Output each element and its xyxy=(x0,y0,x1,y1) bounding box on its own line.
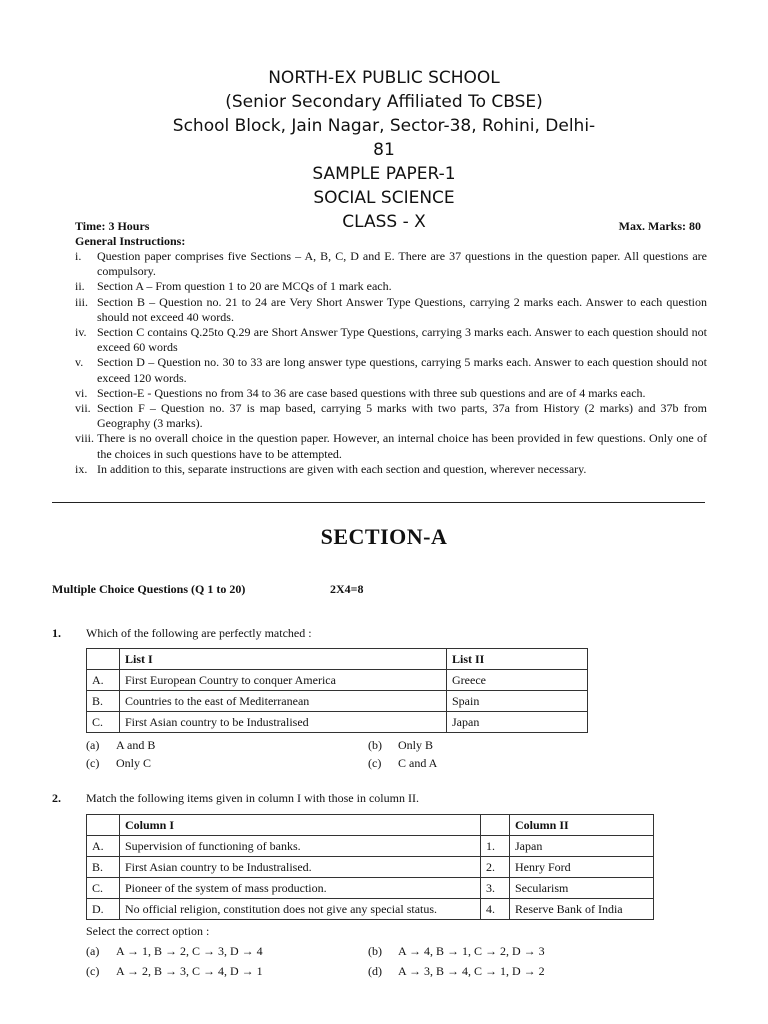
instruction-text: Section C contains Q.25to Q.29 are Short Answer Type Questions, carrying 3 marks each. Answer to each question should not exceed 60 words xyxy=(97,325,707,355)
table-cell: Reserve Bank of India xyxy=(510,899,654,920)
table-header-cell: Column II xyxy=(510,815,654,836)
time-label: Time: 3 Hours xyxy=(75,219,150,233)
instruction-text: Section D – Question no. 30 to 33 are long answer type questions, carrying 5 marks each. Answer to each question should not exceed 120 words. xyxy=(97,355,707,385)
instruction-item xyxy=(75,431,707,461)
instruction-text: There is no overall choice in the question paper. However, an internal choice has been provided in few questions. Only one of the choices in such questions have to be attempted. xyxy=(97,431,707,461)
instruction-number: ii. xyxy=(75,279,85,294)
table-cell: Pioneer of the system of mass production. xyxy=(120,878,481,899)
option-text: A and B xyxy=(116,738,156,752)
table-cell: Countries to the east of Mediterranean xyxy=(120,691,447,712)
table-header-cell: List II xyxy=(447,649,588,670)
instruction-number: vi. xyxy=(75,385,88,400)
instruction-item xyxy=(75,295,707,325)
option-label: (c) xyxy=(86,964,100,978)
mcq-heading: Multiple Choice Questions (Q 1 to 20) xyxy=(52,582,246,596)
option-text: Only C xyxy=(116,756,152,770)
max-marks-label: Max. Marks: 80 xyxy=(618,219,701,233)
table-row xyxy=(87,712,588,733)
table-cell: Greece xyxy=(447,670,588,691)
table-header-cell: Column I xyxy=(120,815,481,836)
table-header-row xyxy=(87,649,588,670)
general-instructions-title: General Instructions: xyxy=(75,234,186,248)
option-d[interactable] xyxy=(368,756,437,771)
table-cell: Japan xyxy=(447,712,588,733)
table-row xyxy=(87,836,654,857)
table-cell: B. xyxy=(87,691,120,712)
question-2-text: Match the following items given in column I with those in column II. xyxy=(86,791,419,805)
instruction-text: Section B – Question no. 21 to 24 are Very Short Answer Type Questions, carrying 2 marks each. Answer to each question should not exceed 40 words. xyxy=(97,294,707,324)
paper-title: SAMPLE PAPER-1 xyxy=(312,164,456,184)
option-text: A → 3, B → 4, C → 1, D → 2 xyxy=(398,964,545,978)
instruction-text: Section A – From question 1 to 20 are MCQs of 1 mark each. xyxy=(97,279,392,294)
school-address-line1: School Block, Jain Nagar, Sector-38, Rohini, Delhi- xyxy=(172,116,596,136)
school-name: NORTH-EX PUBLIC SCHOOL xyxy=(268,68,500,88)
instruction-item xyxy=(75,386,707,401)
table-cell: D. xyxy=(87,899,120,920)
instruction-text: Section-E - Questions no from 34 to 36 are case based questions with three sub questions and are of 4 marks each. xyxy=(97,385,646,400)
table-cell: B. xyxy=(87,857,120,878)
instruction-number: viii. xyxy=(75,431,95,446)
option-label: (c) xyxy=(86,756,100,770)
option-text: A → 1, B → 2, C → 3, D → 4 xyxy=(116,944,263,958)
option-label: (c) xyxy=(368,756,382,770)
instruction-item xyxy=(75,355,707,385)
table-row xyxy=(87,691,588,712)
table-cell: A. xyxy=(87,670,120,691)
option-c[interactable] xyxy=(86,756,151,771)
select-instruction: Select the correct option : xyxy=(86,924,210,938)
table-cell: No official religion, constitution does not give any special status. xyxy=(120,899,481,920)
table-cell: 3. xyxy=(481,878,510,899)
option-label: (a) xyxy=(86,944,100,958)
option-a[interactable] xyxy=(86,738,155,753)
option-text: A → 4, B → 1, C → 2, D → 3 xyxy=(398,944,545,958)
option-b[interactable] xyxy=(368,944,545,959)
instruction-item xyxy=(75,249,707,279)
table-cell: First Asian country to be Industralised. xyxy=(120,857,481,878)
table-row xyxy=(87,878,654,899)
question-1-number: 1. xyxy=(52,626,61,640)
instruction-item xyxy=(75,325,707,355)
instruction-text: Question paper comprises five Sections – A, B, C, D and E. There are 37 questions in the question paper. All questions are compulsory. xyxy=(97,249,707,279)
table-cell: First European Country to conquer America xyxy=(120,670,447,691)
table-cell: Spain xyxy=(447,691,588,712)
instruction-item xyxy=(75,462,707,477)
table-row xyxy=(87,670,588,691)
mcq-marks: 2X4=8 xyxy=(330,582,364,596)
option-text: A → 2, B → 3, C → 4, D → 1 xyxy=(116,964,263,978)
section-title: SECTION-A xyxy=(320,524,448,549)
instruction-text: Section F – Question no. 37 is map based, carrying 5 marks with two parts, 37a from History (2 marks) and 37b from Geography (3 marks). xyxy=(97,401,707,431)
option-b[interactable] xyxy=(368,738,433,753)
option-label: (b) xyxy=(368,738,382,752)
instruction-number: i. xyxy=(75,249,82,263)
table-cell xyxy=(481,815,510,836)
instruction-text: In addition to this, separate instructions are given with each section and question, wherever necessary. xyxy=(97,461,587,476)
instruction-number: v. xyxy=(75,355,84,370)
option-a[interactable] xyxy=(86,944,263,959)
table-header-cell: List I xyxy=(120,649,447,670)
table-cell: Secularism xyxy=(510,878,654,899)
instruction-number: iv. xyxy=(75,325,87,340)
subject-title: SOCIAL SCIENCE xyxy=(313,188,455,208)
instruction-item xyxy=(75,279,707,294)
table-row xyxy=(87,857,654,878)
option-text: C and A xyxy=(398,756,438,770)
instruction-number: vii. xyxy=(75,401,91,416)
class-title: CLASS - X xyxy=(342,212,426,232)
option-label: (b) xyxy=(368,944,382,958)
option-text: Only B xyxy=(398,738,434,752)
question-1-text: Which of the following are perfectly matched : xyxy=(86,626,312,640)
instruction-number: ix. xyxy=(75,461,88,476)
option-c[interactable] xyxy=(86,964,263,979)
paper-header xyxy=(150,66,618,234)
table-cell: Henry Ford xyxy=(510,857,654,878)
table-cell: 1. xyxy=(481,836,510,857)
option-d[interactable] xyxy=(368,964,545,979)
general-instructions-list xyxy=(75,249,707,477)
table-header-row xyxy=(87,815,654,836)
table-cell: Japan xyxy=(510,836,654,857)
table-cell: A. xyxy=(87,836,120,857)
table-cell: C. xyxy=(87,878,120,899)
school-affiliation: (Senior Secondary Affiliated To CBSE) xyxy=(225,92,543,112)
table-cell: 4. xyxy=(481,899,510,920)
table-cell: First Asian country to be Industralised xyxy=(120,712,447,733)
school-address-line2: 81 xyxy=(373,140,395,160)
table-cell xyxy=(87,815,120,836)
instruction-number: iii. xyxy=(75,294,89,309)
table-cell: C. xyxy=(87,712,120,733)
table-cell xyxy=(87,649,120,670)
section-divider xyxy=(52,502,705,503)
question-1-table xyxy=(86,648,588,733)
table-row xyxy=(87,899,654,920)
question-2-table xyxy=(86,814,654,920)
instruction-item xyxy=(75,401,707,431)
table-cell: 2. xyxy=(481,857,510,878)
option-label: (d) xyxy=(368,964,382,978)
option-label: (a) xyxy=(86,738,100,752)
table-cell: Supervision of functioning of banks. xyxy=(120,836,481,857)
question-2-number: 2. xyxy=(52,791,61,805)
